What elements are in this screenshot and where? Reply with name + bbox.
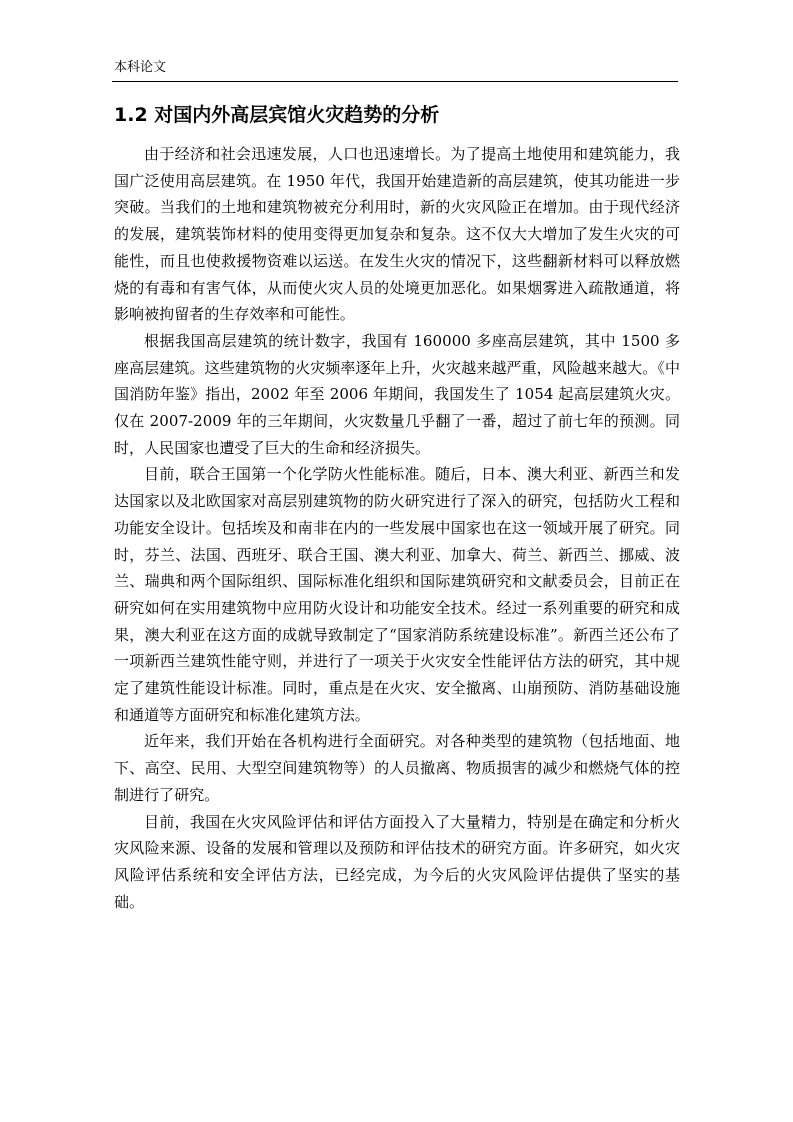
header-divider xyxy=(112,81,678,82)
page-header: 本科论文 xyxy=(114,60,167,75)
paragraph-1: 由于经济和社会迅速发展，人口也迅速增长。为了提高土地使用和建筑能力，我国广泛使用高层建筑。在 1950 年代，我国开始建造新的高层建筑，使其功能进一步突破。当我们的土地和建筑物被充分利用时，新的火灾风险正在增加。由于现代经济的发展，建筑装饰材料的使用变得更加复杂和复杂。这不仅大大增加了发生火灾的可能性，而且也使救援物资难以运送。在发生火灾的情况下，这些翻新材料可以释放燃烧的有毒和有害气体，从而使火灾人员的处境更加恶化。如果烟雾进入疏散通道，将影响被拘留者的生存效率和可能性。 xyxy=(114,145,680,324)
body-text xyxy=(114,141,680,915)
paragraph-4: 近年来，我们开始在各机构进行全面研究。对各种类型的建筑物（包括地面、地下、高空、民用、大型空间建筑物等）的人员撤离、物质损害的减少和燃烧气体的控制进行了研究。 xyxy=(114,732,680,804)
paragraph-5: 目前，我国在火灾风险评估和评估方面投入了大量精力，特别是在确定和分析火灾风险来源、设备的发展和管理以及预防和评估技术的研究方面。许多研究，如火灾风险评估系统和安全评估方法，已经完成，为今后的火灾风险评估提供了坚实的基础。 xyxy=(114,812,680,911)
paragraph-3: 目前，联合王国第一个化学防火性能标准。随后，日本、澳大利亚、新西兰和发达国家以及北欧国家对高层别建筑物的防火研究进行了深入的研究，包括防火工程和功能安全设计。包括埃及和南非在内的一些发展中国家也在这一领域开展了研究。同时，芬兰、法国、西班牙、联合王国、澳大利亚、加拿大、荷兰、新西兰、挪威、波兰、瑞典和两个国际组织、国际标准化组织和国际建筑研究和文献委员会，目前正在研究如何在实用建筑物中应用防火设计和功能安全技术。经过一系列重要的研究和成果，澳大利亚在这方面的成就导致制定了“国家消防系统建设标准”。新西兰还公布了一项新西兰建筑性能守则，并进行了一项关于火灾安全性能评估方法的研究，其中规定了建筑性能设计标准。同时，重点是在火灾、安全撤离、山崩预防、消防基础设施和通道等方面研究和标准化建筑方法。 xyxy=(114,465,680,724)
paragraph-2: 根据我国高层建筑的统计数字，我国有 160000 多座高层建筑，其中 1500 多座高层建筑。这些建筑物的火灾频率逐年上升，火灾越来越严重，风险越来越大。《中国消防年鉴》指出，2002 年至 2006 年期间，我国发生了 1054 起高层建筑火灾。仅在 2007-2009 年的三年期间，火灾数量几乎翻了一番，超过了前七年的预测。同时，人民国家也遭受了巨大的生命和经济损失。 xyxy=(114,331,680,457)
section-title: 1.2 对国内外高层宾馆火灾趋势的分析 xyxy=(114,104,440,126)
